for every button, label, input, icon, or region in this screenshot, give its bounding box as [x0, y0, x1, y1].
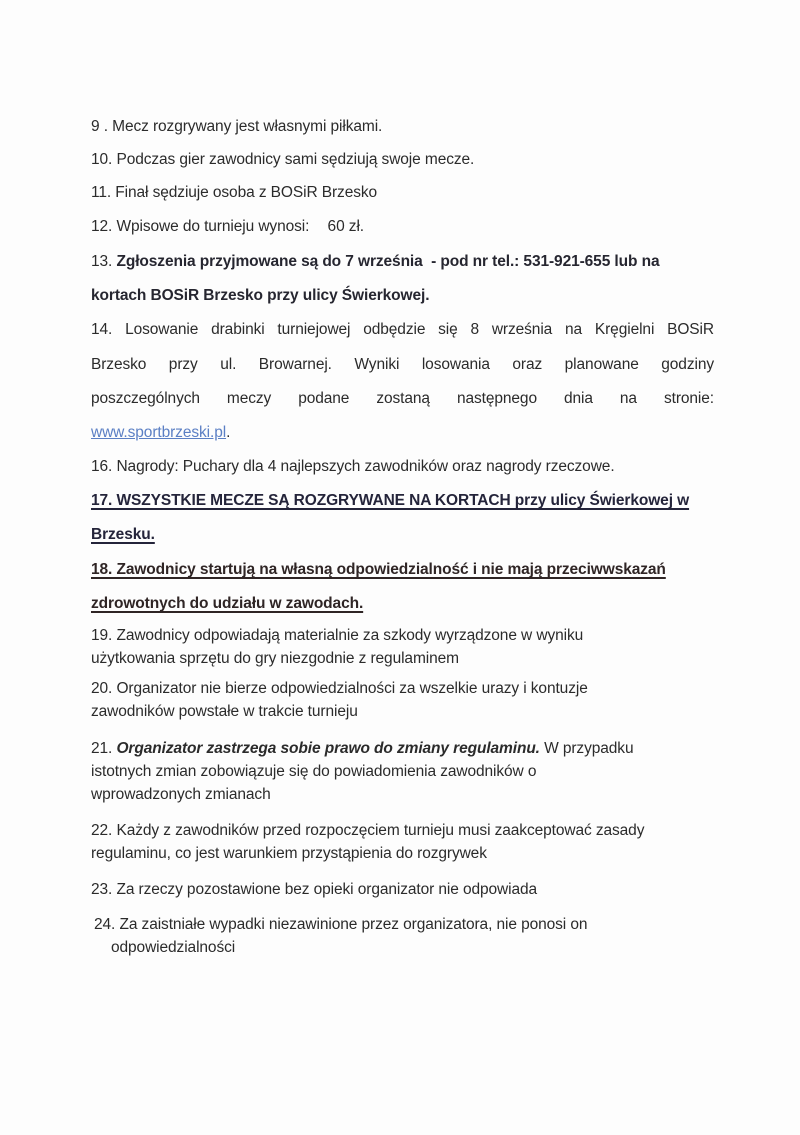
rule-13-number: 13. [91, 253, 113, 270]
rule-13-line1 [91, 253, 659, 271]
rule-13-text: Zgłoszenia przyjmowane są do 7 września - pod nr tel.: 531-921-655 lub na [116, 253, 660, 270]
website-link[interactable]: www.sportbrzeski.pl [91, 424, 227, 441]
rule-21-rest: W przypadku [539, 740, 634, 757]
rule-21-line3: wprowadzonych zmianach [91, 786, 271, 803]
rule-19-line1: 19. Zawodnicy odpowiadają materialnie za szkody wyrządzone w wyniku [91, 627, 584, 644]
rule-21-line2: istotnych zmian zobowiązuje się do powiadomienia zawodników o [91, 763, 537, 780]
rule-24-line1: 24. Za zaistniałe wypadki niezawinione przez organizatora, nie ponosi on [94, 916, 588, 933]
rule-18-line1: 18. Zawodnicy startują na własną odpowiedzialność i nie mają przeciwwskazań [91, 561, 666, 578]
rule-21-line1 [91, 740, 633, 758]
rule-23: 23. Za rzeczy pozostawione bez opieki organizator nie odpowiada [91, 881, 538, 898]
rule-22-line2: regulaminu, co jest warunkiem przystąpienia do rozgrywek [91, 845, 487, 862]
rule-10: 10. Podczas gier zawodnicy sami sędziują swoje mecze. [91, 151, 475, 168]
rule-14-line3: poszczególnych meczy podane zostaną następnego dnia na stronie: [91, 390, 714, 407]
rule-12-label: 12. Wpisowe do turnieju wynosi: [91, 218, 310, 235]
entry-fee-value: 60 zł. [327, 218, 364, 235]
rule-18-line2: zdrowotnych do udziału w zawodach. [91, 595, 364, 612]
rule-13-line2: kortach BOSiR Brzesko przy ulicy Świerkowej. [91, 287, 430, 304]
rule-11: 11. Finał sędziuje osoba z BOSiR Brzesko [91, 184, 378, 201]
rule-20-line1: 20. Organizator nie bierze odpowiedzialności za wszelkie urazy i kontuzje [91, 680, 588, 697]
rule-14-period: . [226, 424, 231, 441]
rule-24-line2: odpowiedzialności [111, 939, 236, 956]
rule-21-emphasis: Organizator zastrzega sobie prawo do zmiany regulaminu. [116, 740, 540, 757]
rule-12 [91, 218, 364, 236]
rule-17-line1: 17. WSZYSTKIE MECZE SĄ ROZGRYWANE NA KORTACH przy ulicy Świerkowej w [91, 492, 690, 509]
rule-14-line2: Brzesko przy ul. Browarnej. Wyniki losowania oraz planowane godziny [91, 356, 714, 373]
rule-22-line1: 22. Każdy z zawodników przed rozpoczęciem turnieju musi zaakceptować zasady [91, 822, 645, 839]
rule-14-line4 [91, 424, 230, 442]
rule-9: 9 . Mecz rozgrywany jest własnymi piłkami. [91, 118, 383, 135]
rule-14-line1: 14. Losowanie drabinki turniejowej odbędzie się 8 września na Kręgielni BOSiR [91, 321, 714, 338]
rule-20-line2: zawodników powstałe w trakcie turnieju [91, 703, 358, 720]
rule-16: 16. Nagrody: Puchary dla 4 najlepszych zawodników oraz nagrody rzeczowe. [91, 458, 615, 475]
rule-17-line2: Brzesku. [91, 526, 155, 543]
rule-21-number: 21. [91, 740, 113, 757]
rule-19-line2: użytkowania sprzętu do gry niezgodnie z regulaminem [91, 650, 459, 667]
